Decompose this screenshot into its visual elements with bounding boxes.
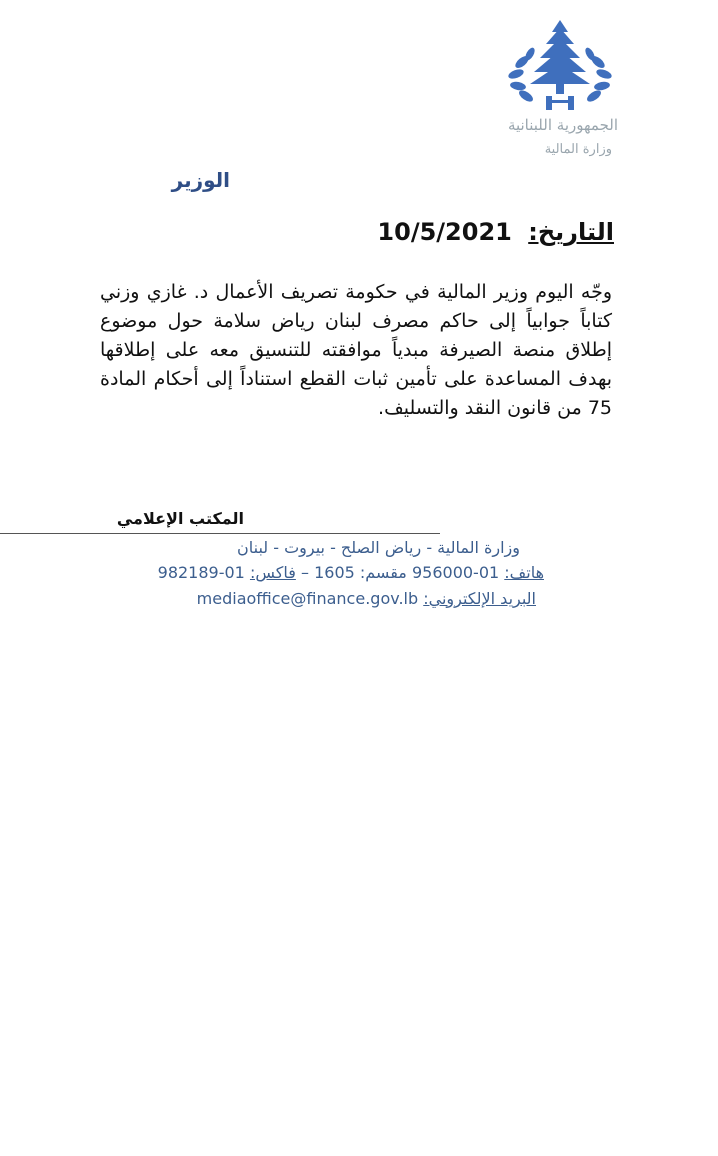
phone-label: هاتف:: [504, 563, 544, 582]
letterhead-ministry: وزارة المالية: [544, 142, 612, 157]
body-paragraph: وجّه اليوم وزير المالية في حكومة تصريف الأعمال د. غازي وزني كتاباً جوابياً إلى حاكم مصرف لبنان رياض سلامة حول موضوع إطلاق منصة الصيرفة مبدياً موافقته للتنسيق معه على إطلاقها بهدف المساعدة على تأمين ثبات القطع استناداً إلى أحكام المادة 75 من قانون النقد والتسليف.: [100, 281, 612, 419]
email-link[interactable]: mediaoffice@finance.gov.lb: [196, 589, 419, 608]
ext-value: 1605: [314, 563, 355, 582]
date-line: [377, 218, 614, 246]
footer-address: وزارة المالية - رياض الصلح - بيروت - لبنان: [236, 538, 520, 557]
footer-divider: [0, 533, 440, 534]
ext-label: مقسم:: [359, 563, 407, 582]
media-office-heading: المكتب الإعلامي: [116, 509, 244, 528]
separator-dash: –: [300, 563, 309, 582]
fax-value: 982189-01: [157, 563, 245, 582]
letterhead-republic: الجمهورية اللبنانية: [507, 116, 618, 134]
footer-phone-line: [150, 563, 544, 582]
letterhead-logo: [500, 14, 620, 184]
cedar-emblem-icon: [500, 14, 620, 114]
date-value: 10/5/2021: [377, 218, 512, 246]
phone-value: 956000-01: [411, 563, 500, 582]
date-label: التاريخ:: [528, 218, 614, 246]
fax-label: فاكس:: [249, 563, 296, 582]
email-label: البريد الإلكتروني:: [423, 589, 536, 608]
footer-email-line: [150, 589, 536, 608]
minister-title: الوزير: [171, 168, 230, 192]
